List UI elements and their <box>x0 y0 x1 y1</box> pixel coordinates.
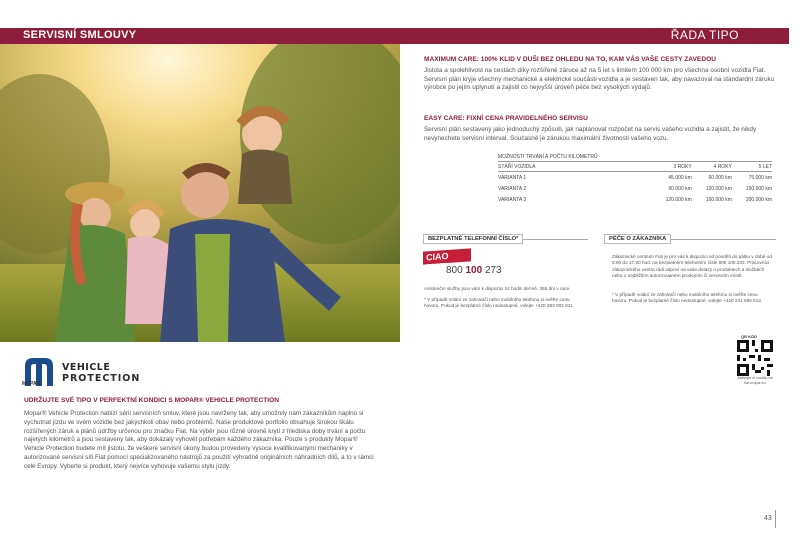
phone-mid: 100 <box>465 265 483 276</box>
qr-caption: Aktivujte si vozidlo na fiat.mopar.eu <box>737 376 773 385</box>
page-divider <box>775 510 776 528</box>
table-cell: 120.000 km <box>705 185 732 192</box>
table-cell: 150.000 km <box>745 185 772 192</box>
page-number: 43 <box>764 515 772 522</box>
section-title: SERVISNÍ SMLOUVY <box>23 29 137 41</box>
table-header: STÁŘÍ VOZIDLA <box>498 164 536 170</box>
ciao-fiat-badge: CIAO FIAT <box>423 248 471 264</box>
family-photo <box>0 44 400 342</box>
logo-line1: VEHICLE <box>62 362 111 373</box>
table-header: 4 ROKY <box>713 164 732 170</box>
easy-care-text: Servisní plán sestavený jako jednoduchý způsob, jak naplánovat rozpočet na servis vašeho vozidla a zajistit, že nikdy nevynechete servisní interval. Současně je zárukou maximální životnosti vašeho vozu. <box>424 126 757 142</box>
table-row <box>498 194 772 205</box>
table-row <box>498 183 772 194</box>
qr-label: QR KÓD <box>741 334 757 339</box>
care-text-2: * V případě volání ze zahraničí nebo mobilního telefonu si ověřte cenu hovoru. Pokud je bezplatné číslo nedostupné, volejte +420 231 586 612. <box>612 292 763 304</box>
duration-table <box>498 154 772 205</box>
max-care-text: Jistota a spolehlivost na cestách díky rozšířené záruce až na 5 let s limitem 100 000 km pro všechna osobní vozidla Fiat. Servisní plán kryje všechny mechanické a elektrické součásti vozidla a je sestaven tak, aby navazoval na standardní záruku výrobce po jejím uplynutí a zajistil co nejvyšší úroveň péče bez vysokých výdajů. <box>424 67 775 92</box>
phone-note-2: * V případě volání ze zahraničí nebo mobilního telefonu si ověřte cenu hovoru. Pokud je bezplatné číslo nedostupné, volejte +420 283 002 911. <box>424 297 574 309</box>
easy-care-heading: EASY CARE: FIXNÍ CENA PRAVIDELNÉHO SERVISU <box>424 115 588 122</box>
qr-code-icon[interactable] <box>737 340 773 376</box>
table-cell: 75.000 km <box>748 174 772 181</box>
table-header-row <box>498 163 772 172</box>
phone-number[interactable] <box>446 265 502 276</box>
table-cell: 90.000 km <box>668 185 692 192</box>
table-cell: 60.000 km <box>708 174 732 181</box>
intro-text: Mopar® Vehicle Protection nabízí sérii servisních smluv, které jsou navrženy tak, aby umožnily nám zákazníkům naplno si vychutnat jízdu ve svém vozidle bez jakýchkoli obav nebo problémů. Naše produktové portfolio obsahuje širokou škálu rozšířených záruk a plánů údržby určenou pro značku Fiat. Na výběr jsou různé úrovně krytí z hlediska doby trvání a počtu najetých kilometrů a jsou sestaveny tak, aby dokázaly vyhovět potřebám každého zákazníka. Pouze s produkty Mopar® Vehicle Protection budete mít jistotu, že veškeré servisní úkony budou provedeny vysoce kvalifikovanými mechaniky v autorizované servisní síti Fiat pomocí specializovaného nástrojů za použití výhradně originálních náhradních dílů, a to v rámci celé Evropy. Vyberte si produkt, který nejvíce vyhovuje vašemu stylu jízdy. <box>24 410 374 470</box>
table-cell: VARIANTA 3 <box>498 196 527 203</box>
table-cell: 200.000 km <box>745 196 772 203</box>
max-care-heading: MAXIMUM CARE: 100% KLID V DUŠI BEZ OHLEDU NA TO, KAM VÁS VAŠE CESTY ZAVEDOU <box>424 56 716 63</box>
mopar-brand: MOPAR. <box>22 381 42 387</box>
vehicle-protection-logo <box>62 362 140 384</box>
table-cell: VARIANTA 2 <box>498 185 527 192</box>
table-cell: 120.000 km <box>665 196 692 203</box>
phone-suffix: 273 <box>484 265 502 276</box>
intro-heading: UDRŽUJTE SVÉ TIPO V PERFEKTNÍ KONDICI S MOPAR® VEHICLE PROTECTION <box>24 397 279 404</box>
phone-prefix: 800 <box>446 265 463 276</box>
table-header: 5 LET <box>758 164 772 170</box>
phone-box-title: BEZPLATNÉ TELEFONNÍ ČÍSLO* <box>423 234 523 244</box>
table-caption: MOŽNOSTI TRVÁNÍ A POČTU KILOMETRŮ <box>498 154 772 162</box>
table-cell: 160.000 km <box>705 196 732 203</box>
table-cell: VARIANTA 1 <box>498 174 527 181</box>
model-title: ŘADA TIPO <box>670 28 739 42</box>
header-bar <box>0 28 789 44</box>
table-row <box>498 172 772 183</box>
table-header: 3 ROKY <box>673 164 692 170</box>
table-cell: 45.000 km <box>668 174 692 181</box>
logo-line2: PROTECTION <box>62 373 141 384</box>
phone-note-1: Asistenční služby jsou vám k dispozici 24 hodin denně, 365 dní v roce. <box>424 286 571 291</box>
care-text-1: Zákaznické centrum Fiat je pro vás k dispozici od pondělí do pátku v době od 8:00 do 17:00 hod. na bezplatném telefonním čísle 800 100 233. Pracovníci zákaznického centra rádi odpoví na vaše dotazy o produktech a službách nebo o nejbližším autorizovaném prodejním či servisním místě. <box>612 254 772 278</box>
care-box-title: PÉČE O ZÁKAZNÍKA <box>604 234 671 244</box>
